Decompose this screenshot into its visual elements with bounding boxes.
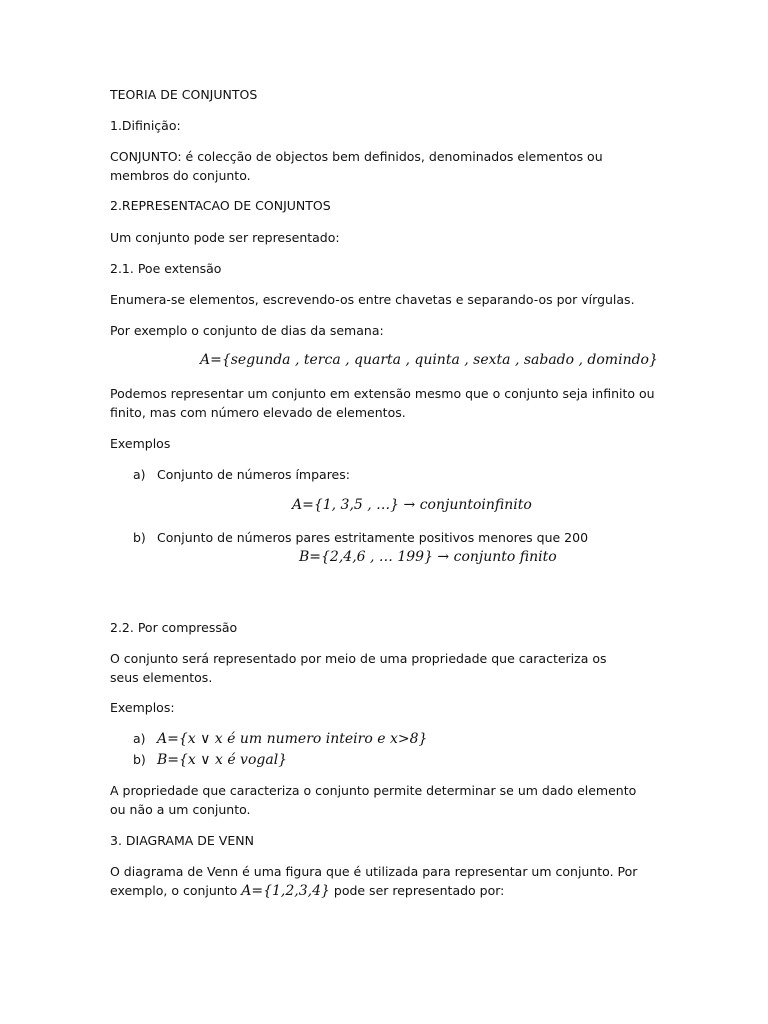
compression-example-b	[133, 751, 287, 769]
section-1-text: CONJUNTO: é colecção de objectos bem definidos, denominados elementos ou membros do conjunto.	[110, 149, 603, 183]
section-2-1-text-2: Podemos representar um conjunto em extensão mesmo que o conjunto seja infinito ou finito, mas com número elevado de elementos.	[110, 386, 655, 420]
list-item-text: Conjunto de números pares estritamente positivos menores que 200	[157, 530, 589, 545]
list-item-b	[133, 529, 588, 547]
section-2-2-text: O conjunto será representado por meio de uma propriedade que caracteriza os seus elementos.	[110, 651, 607, 685]
section-3-text-part1: O diagrama de Venn é uma figura que é utilizada para representar um conjunto. Por exemplo, o conjunto	[110, 864, 638, 898]
section-2-1-text: Enumera-se elementos, escrevendo-os entre chavetas e separando-os por vírgulas.	[110, 292, 635, 307]
section-2-2-heading: 2.2. Por compressão	[110, 620, 238, 635]
section-2-1-heading: 2.1. Poe extensão	[110, 261, 222, 276]
venn-set-formula: A={1,2,3,4}	[241, 882, 330, 899]
compression-formula-a: A={x ∨ x é um numero inteiro e x>8}	[157, 731, 428, 747]
list-marker: a)	[133, 731, 146, 746]
compression-example-a	[133, 730, 427, 748]
section-2-1-example-intro: Por exemplo o conjunto de dias da semana:	[110, 323, 384, 338]
list-item-text: Conjunto de números ímpares:	[157, 467, 350, 482]
compression-formula-b: B={x ∨ x é vogal}	[157, 752, 288, 768]
section-2-2-examples-label: Exemplos:	[110, 700, 175, 715]
section-2-1-examples-label: Exemplos	[110, 436, 171, 451]
section-3-text-part2: pode ser representado por:	[329, 882, 505, 898]
section-2-2-text-2: A propriedade que caracteriza o conjunto permite determinar se um dado elemento ou não a um conjunto.	[110, 783, 637, 817]
list-item-a	[133, 466, 350, 484]
section-1-heading: 1.Difinição:	[110, 118, 181, 133]
days-of-week-formula: A={segunda , terca , quarta , quinta , sexta , sabado , domindo}	[200, 352, 658, 368]
list-marker: b)	[133, 530, 146, 545]
odd-numbers-formula: A={1, 3,5 , …} → conjuntoinfinito	[292, 497, 532, 513]
list-marker: b)	[133, 752, 146, 767]
section-3-heading: 3. DIAGRAMA DE VENN	[110, 833, 254, 848]
document-title: TEORIA DE CONJUNTOS	[110, 87, 258, 102]
even-numbers-formula: B={2,4,6 , … 199} → conjunto finito	[299, 549, 557, 565]
section-3-text	[110, 863, 658, 900]
section-2-heading: 2.REPRESENTACAO DE CONJUNTOS	[110, 198, 331, 213]
section-2-intro: Um conjunto pode ser representado:	[110, 230, 340, 245]
list-marker: a)	[133, 467, 146, 482]
